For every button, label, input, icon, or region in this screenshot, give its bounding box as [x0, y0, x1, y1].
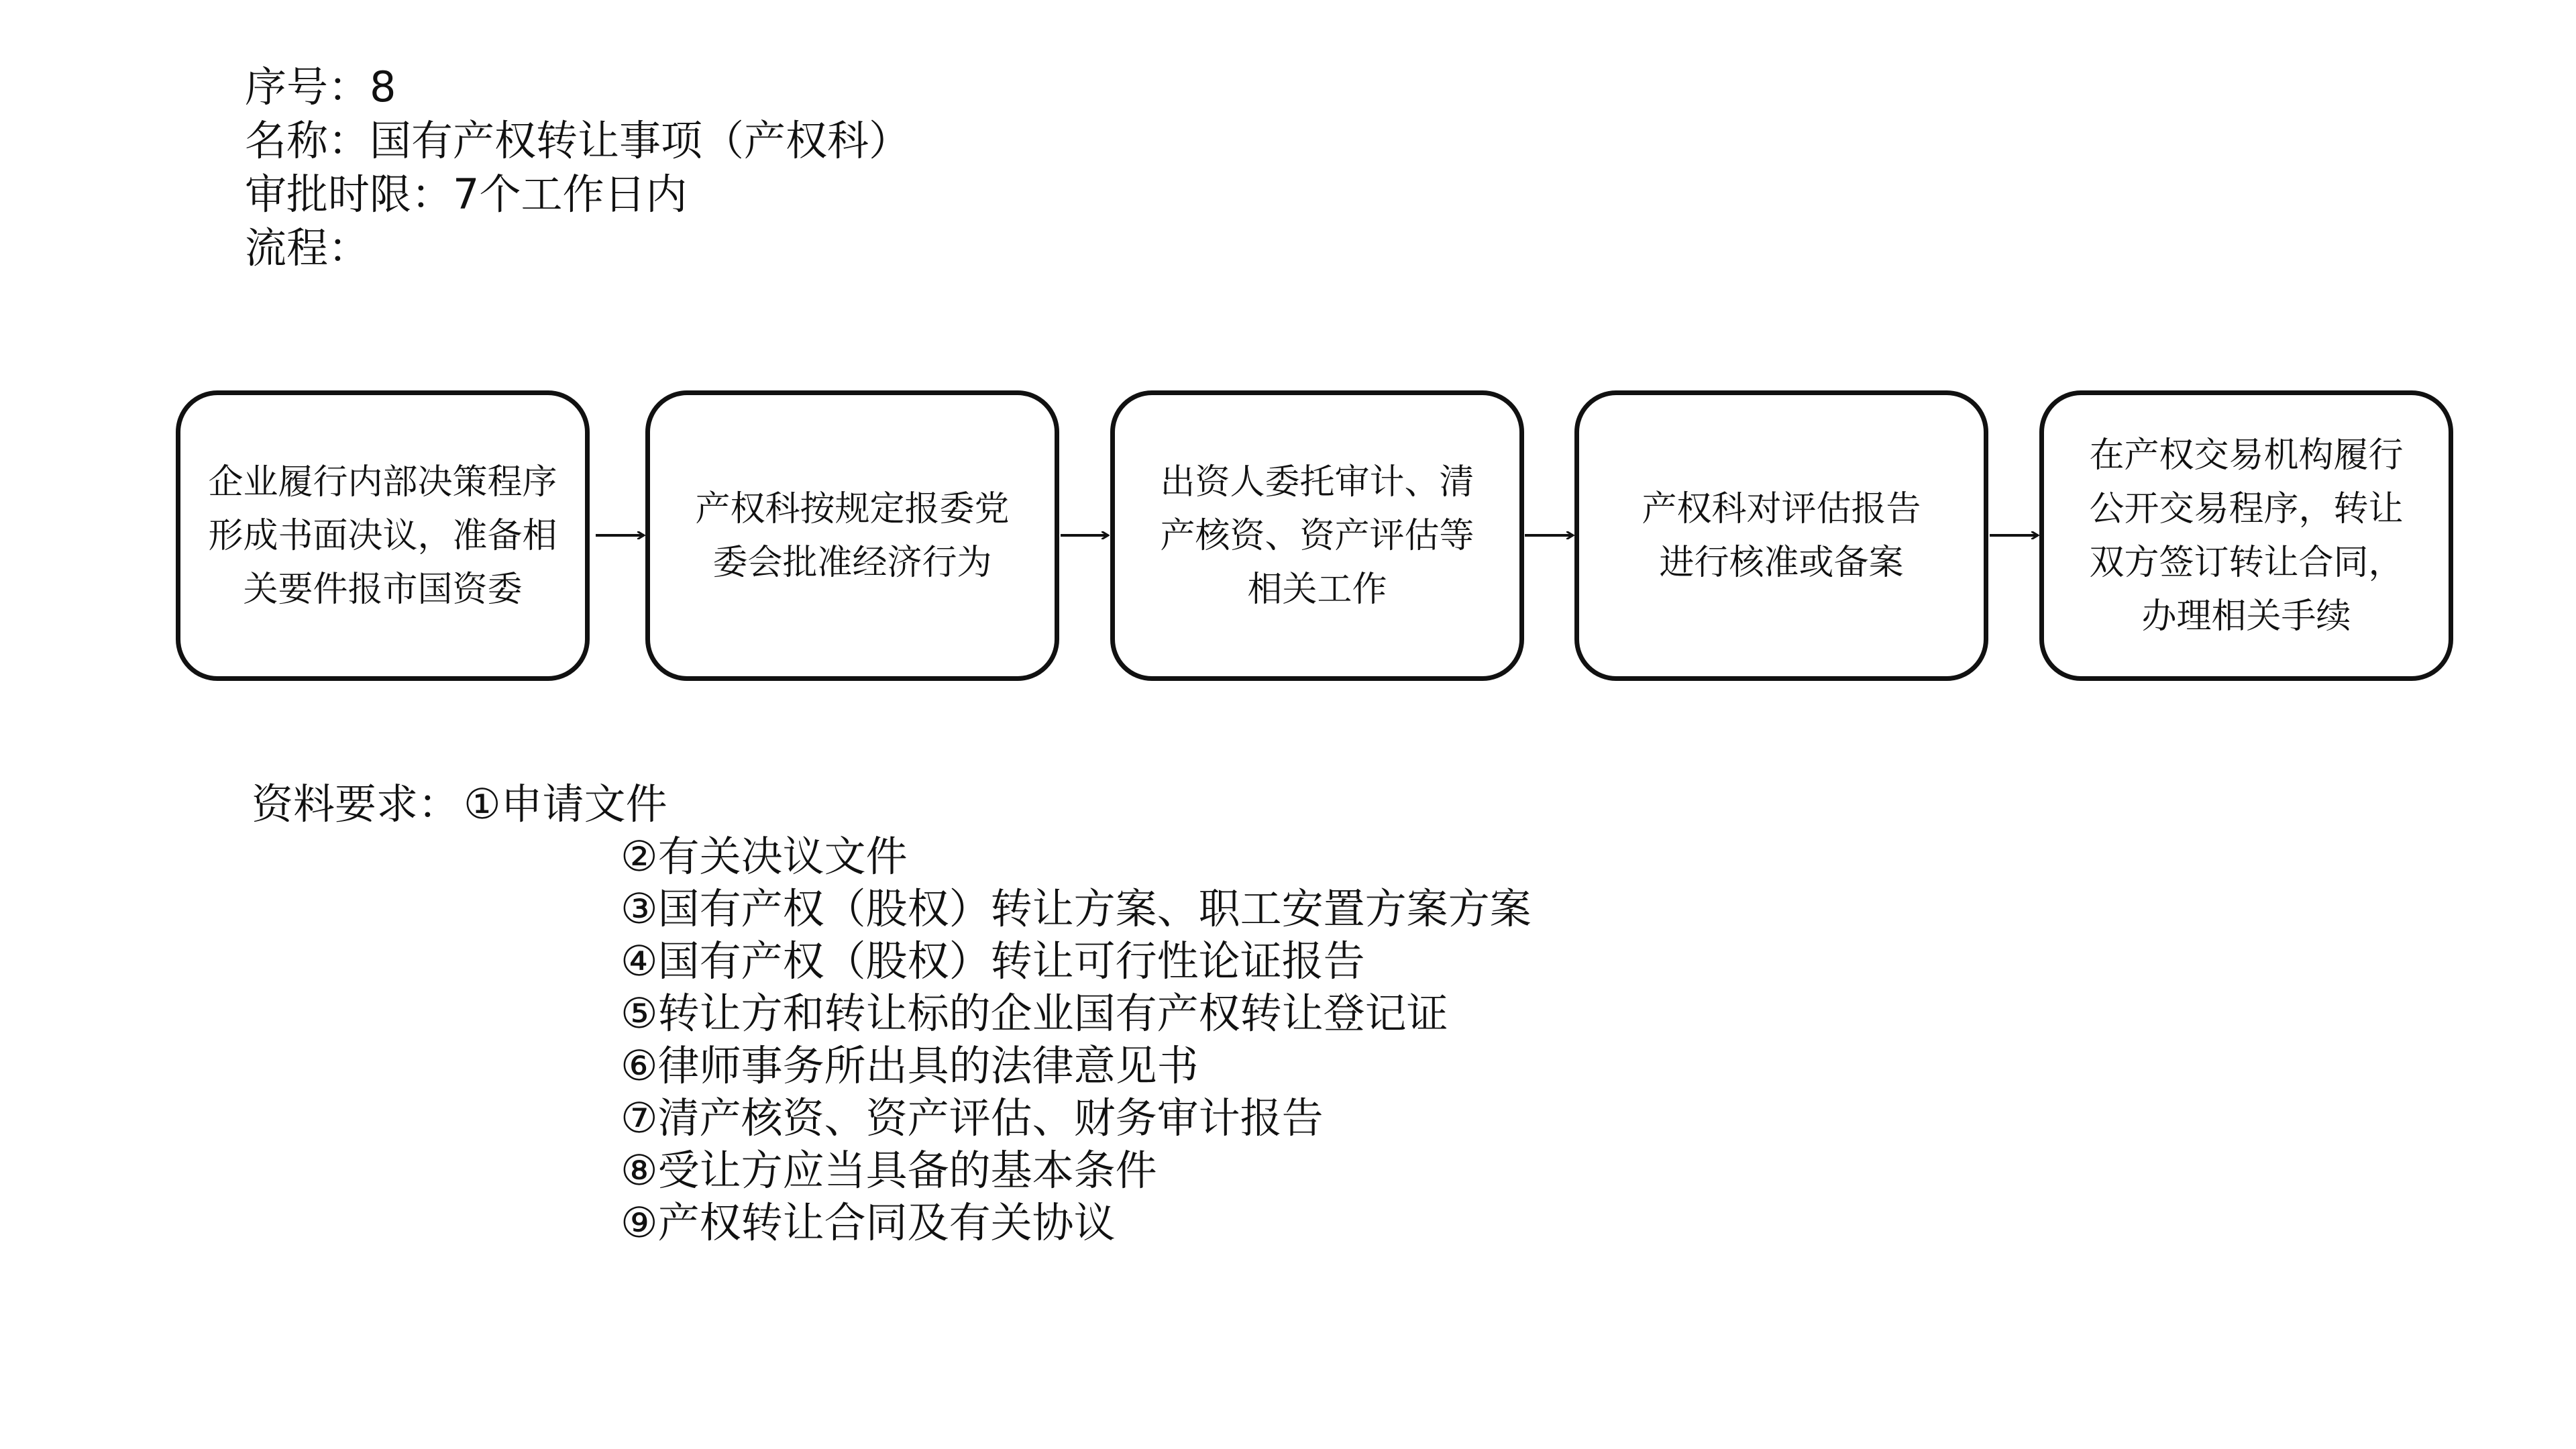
flow-step-5 [2039, 390, 2453, 681]
requirements-label: 资料要求： [252, 780, 460, 828]
requirement-item-3: ③国有产权（股权）转让方案、职工安置方案方案 [621, 884, 1532, 933]
requirement-item-9: ⑨产权转让合同及有关协议 [621, 1198, 1116, 1247]
flow-step-1-text: 企业履行内部决策程序 形成书面决议，准备相 关要件报市国资委 [208, 462, 557, 610]
requirement-item-7: ⑦清产核资、资产评估、财务审计报告 [621, 1093, 1324, 1142]
serial-number: 序号：8 [245, 62, 396, 111]
requirement-item-6: ⑥律师事务所出具的法律意见书 [621, 1041, 1199, 1090]
requirement-item-5: ⑤转让方和转让标的企业国有产权转让登记证 [621, 989, 1448, 1038]
item-name: 名称：国有产权转让事项（产权科） [245, 116, 911, 165]
flow-step-1 [176, 390, 590, 681]
requirement-item-4: ④国有产权（股权）转让可行性论证报告 [621, 936, 1365, 985]
flow-step-2-text: 产权科按规定报委党 委会批准经济行为 [695, 488, 1010, 583]
flow-step-3 [1110, 390, 1524, 681]
process-label: 流程： [245, 223, 370, 272]
flow-step-5-text: 在产权交易机构履行 公开交易程序，转让 双方签订转让合同， 办理相关手续 [2089, 435, 2404, 637]
flow-step-2 [645, 390, 1059, 681]
requirement-item-8: ⑧受让方应当具备的基本条件 [621, 1146, 1157, 1195]
material-requirements [252, 778, 1532, 1249]
requirement-item-1: ①申请文件 [464, 780, 667, 828]
approval-time-limit: 审批时限：7个工作日内 [245, 170, 688, 219]
flow-step-4 [1574, 390, 1988, 681]
flow-step-4-text: 产权科对评估报告 进行核准或备案 [1642, 488, 1921, 583]
flow-step-3-text: 出资人委托审计、清 产核资、资产评估等 相关工作 [1160, 462, 1474, 610]
requirement-item-2: ②有关决议文件 [621, 832, 908, 881]
